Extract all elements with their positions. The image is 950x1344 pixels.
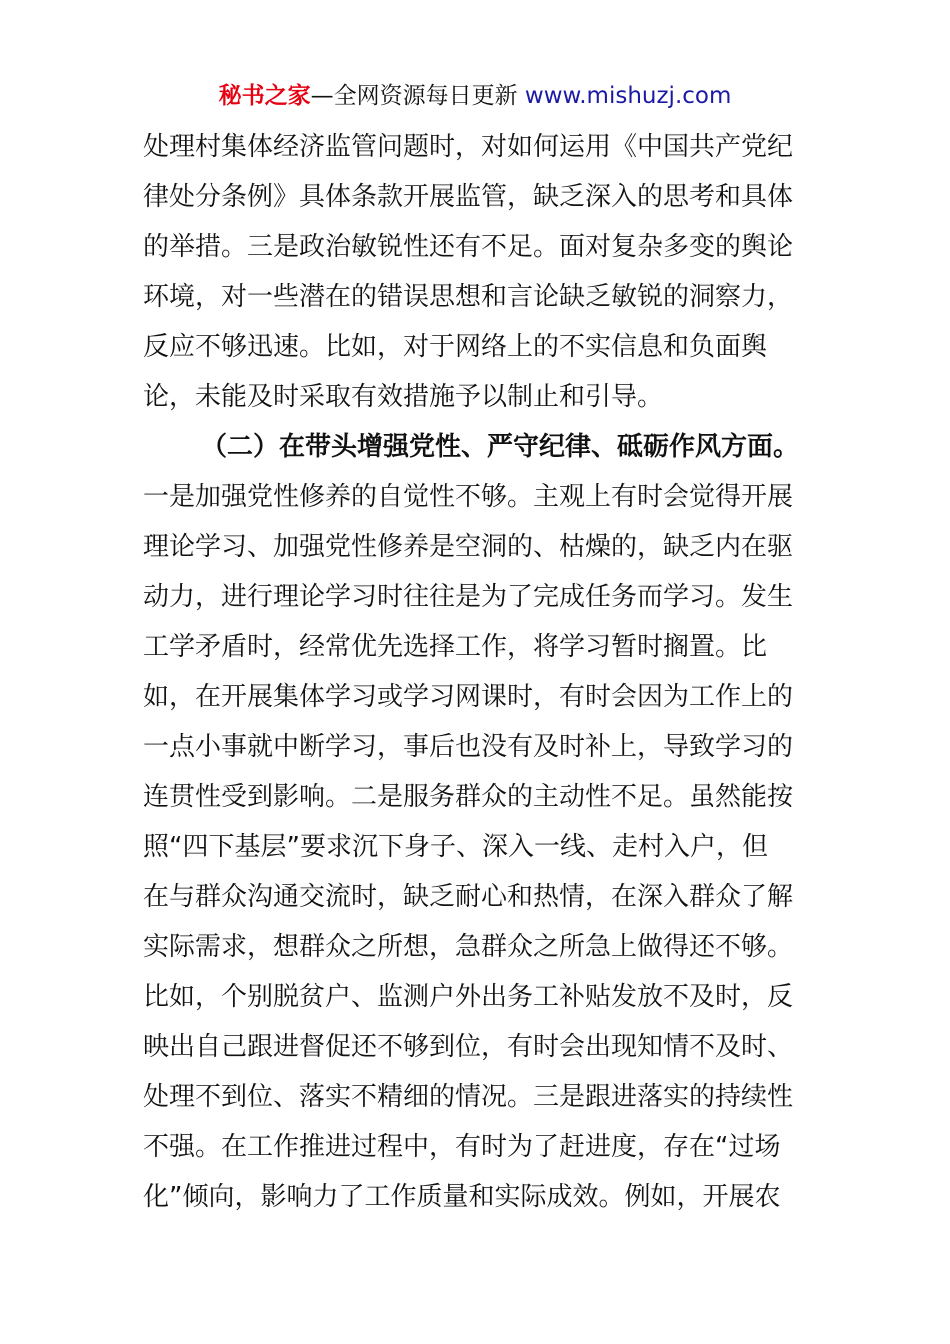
text-line: 实际需求，想群众之所想，急群众之所急上做得还不够。 xyxy=(143,932,794,962)
text-line: 照“四下基层”要求沉下身子、深入一线、走村入户，但 xyxy=(143,832,768,862)
text-line: 不强。在工作推进过程中，有时为了赶进度，存在“过场 xyxy=(143,1132,781,1162)
text-line: 映出自己跟进督促还不够到位，有时会出现知情不及时、 xyxy=(143,1032,794,1062)
text-line: 论，未能及时采取有效措施予以制止和引导。 xyxy=(143,382,664,412)
text-line: 律处分条例》具体条款开展监管，缺乏深入的思考和具体 xyxy=(143,182,794,212)
text-line: 一点小事就中断学习，事后也没有及时补上，导致学习的 xyxy=(143,732,794,762)
text-line: 的举措。三是政治敏锐性还有不足。面对复杂多变的舆论 xyxy=(143,232,794,262)
section-heading: （二）在带头增强党性、严守纪律、砥砺作风方面。 xyxy=(201,432,800,462)
text-line: 环境，对一些潜在的错误思想和言论缺乏敏锐的洞察力， xyxy=(143,282,794,312)
text-line: 反应不够迅速。比如，对于网络上的不实信息和负面舆 xyxy=(143,332,768,362)
site-tagline: —全网资源每日更新 xyxy=(310,83,518,109)
text-line: 理论学习、加强党性修养是空洞的、枯燥的，缺乏内在驱 xyxy=(143,532,794,562)
text-line: 处理不到位、落实不精细的情况。三是跟进落实的持续性 xyxy=(143,1082,794,1112)
site-url-link[interactable]: www.mishuzj.com xyxy=(524,83,732,109)
site-header xyxy=(0,78,950,114)
text-line: 在与群众沟通交流时，缺乏耐心和热情，在深入群众了解 xyxy=(143,882,794,912)
text-line: 工学矛盾时，经常优先选择工作，将学习暂时搁置。比 xyxy=(143,632,768,662)
text-line: 处理村集体经济监管问题时，对如何运用《中国共产党纪 xyxy=(143,132,794,162)
text-line: 动力，进行理论学习时往往是为了完成任务而学习。发生 xyxy=(143,582,794,612)
text-line: 比如，个别脱贫户、监测户外出务工补贴发放不及时，反 xyxy=(143,982,794,1012)
text-line: 一是加强党性修养的自觉性不够。主观上有时会觉得开展 xyxy=(143,482,794,512)
document-body xyxy=(143,122,813,1222)
text-line: 连贯性受到影响。二是服务群众的主动性不足。虽然能按 xyxy=(143,782,794,812)
site-brand: 秘书之家 xyxy=(218,83,311,109)
text-line: 化”倾向，影响力了工作质量和实际成效。例如，开展农 xyxy=(143,1182,781,1212)
text-line: 如，在开展集体学习或学习网课时，有时会因为工作上的 xyxy=(143,682,794,712)
